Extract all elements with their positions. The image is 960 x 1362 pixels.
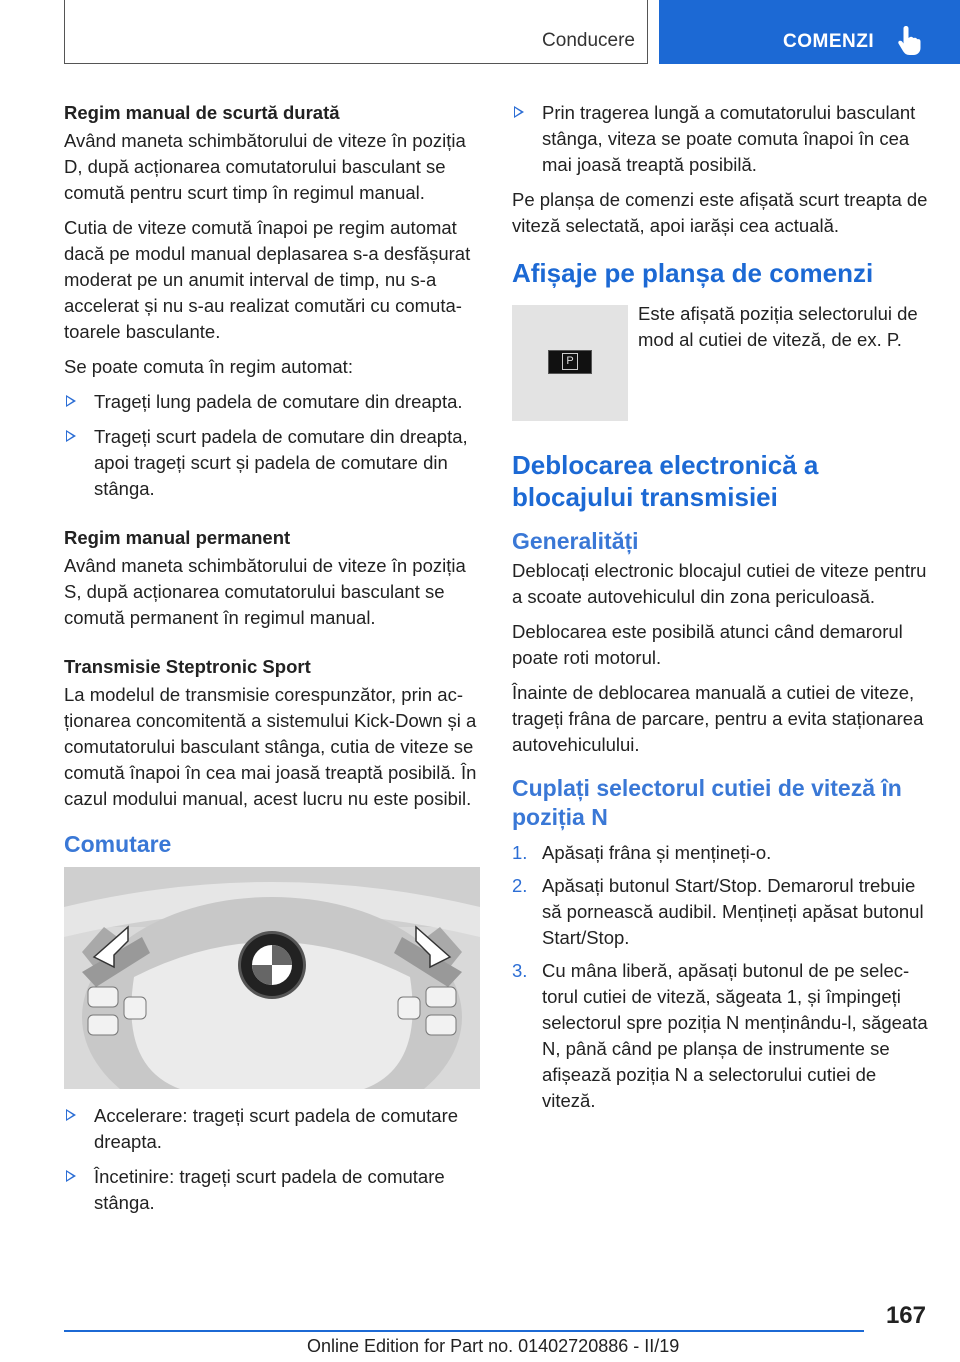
paragraph: Deblocați electronic blocajul cutiei de viteze pentru a scoate autovehiculul din zona periculoasă. (512, 560, 927, 607)
heading-generalitati: Generalități (512, 528, 639, 554)
right-column (512, 100, 928, 1121)
display-image (512, 305, 628, 421)
left-column (64, 100, 480, 1225)
paragraph: Având maneta schimbătorului de viteze în poziția D, după acționarea comutatorului basculant se comută pentru scurt timp în regimul manual. (64, 130, 466, 203)
triangle-bullet-icon (66, 1170, 76, 1182)
paragraph: La modelul de transmisie corespunzător, prin acționarea concomitentă a sistemului Kick-Down și a comutatorului basculant stânga, cutia de viteze se comută înapoi în cea mai joasă treaptă posibilă. În cazul modului manual, acest lucru nu este posibil. (64, 684, 477, 809)
list-item: Prin tragerea lungă a comutatorului basculant stânga, viteza se poate comuta înapoi în cea mai joasă treaptă posibilă. (512, 100, 928, 178)
heading-deblocare: Deblocarea electronică a blocajului transmisiei (512, 450, 819, 512)
list-item: Încetinire: trageți scurt padela de comutare stânga. (64, 1164, 480, 1216)
footer-divider (64, 1330, 864, 1332)
page-number: 167 (885, 1302, 926, 1329)
triangle-bullet-icon (66, 395, 76, 407)
list-item: Trageți scurt padela de comutare din dreapta, apoi trageți scurt și padela de comutare din stânga. (64, 424, 480, 502)
triangle-bullet-icon (66, 1109, 76, 1121)
paragraph: Deblocarea este posibilă atunci când demarorul poate roti motorul. (512, 621, 903, 668)
heading-afisaje: Afișaje pe planșa de comenzi (512, 258, 874, 288)
heading-cuplati: Cuplați selectorul cutiei de viteză în poziția N (512, 775, 902, 830)
step-item: 3. Cu mâna liberă, apăsați butonul de pe selectorul cutiei de viteză, săgeata 1, și împingeți selectorul spre poziția N menținându-l, săgeata N, până când pe planșa de instrumente se afișează poziția N a selectorului cutiei de viteză. (512, 960, 928, 1111)
header-section-box (64, 0, 648, 64)
header-chapter-box (659, 0, 960, 64)
paragraph: Pe planșa de comenzi este afișată scurt treapta de viteză selectată, apoi iarăși cea actuală. (512, 189, 928, 236)
step-item: 2. Apăsați butonul Start/Stop. Demarorul trebuie să pornească audibil. Mențineți apăsat butonul Start/Stop. (512, 875, 924, 948)
paragraph: Având maneta schimbătorului de viteze în poziția S, după acționarea comutatorului basculant se comută permanent în regimul manual. (64, 555, 466, 628)
heading-comutare: Comutare (64, 831, 172, 857)
header-chapter: COMENZI (783, 31, 875, 52)
footer-edition: Online Edition for Part no. 01402720886 - II/19 (307, 1336, 680, 1356)
triangle-bullet-icon (66, 430, 76, 442)
hand-pointer-icon (897, 24, 923, 56)
gear-p-label: P (562, 353, 578, 370)
header-section: Conducere (542, 30, 635, 51)
heading-manual-permanent: Regim manual permanent (64, 527, 291, 548)
heading-steptronic-sport: Transmisie Steptronic Sport (64, 656, 311, 677)
triangle-bullet-icon (514, 106, 524, 118)
paragraph: Înainte de deblocarea manuală a cutiei de viteze, trageți frâna de parcare, pentru a evita staționarea autovehiculului. (512, 682, 924, 755)
heading-manual-short: Regim manual de scurtă durată (64, 102, 340, 123)
list-item: Trageți lung padela de comutare din dreapta. (64, 389, 480, 415)
paragraph: Este afișată poziția selectorului de mod al cutiei de viteză, de ex. P. (638, 303, 918, 350)
paragraph: Cutia de viteze comută înapoi pe regim automat dacă pe modul manual deplasarea s-a desfășurat moderat pe un anumit interval de timp, nu s-a accelerat și nu s-au realizat comutări cu comutatoarele basculante. (64, 217, 471, 342)
list-item: Accelerare: trageți scurt padela de comutare dreapta. (64, 1103, 480, 1155)
steering-wheel-image (64, 867, 480, 1089)
step-item: 1. Apăsați frâna și mențineți-o. (512, 842, 772, 863)
display-figure (512, 301, 928, 431)
paragraph: Se poate comuta în regim automat: (64, 356, 353, 377)
